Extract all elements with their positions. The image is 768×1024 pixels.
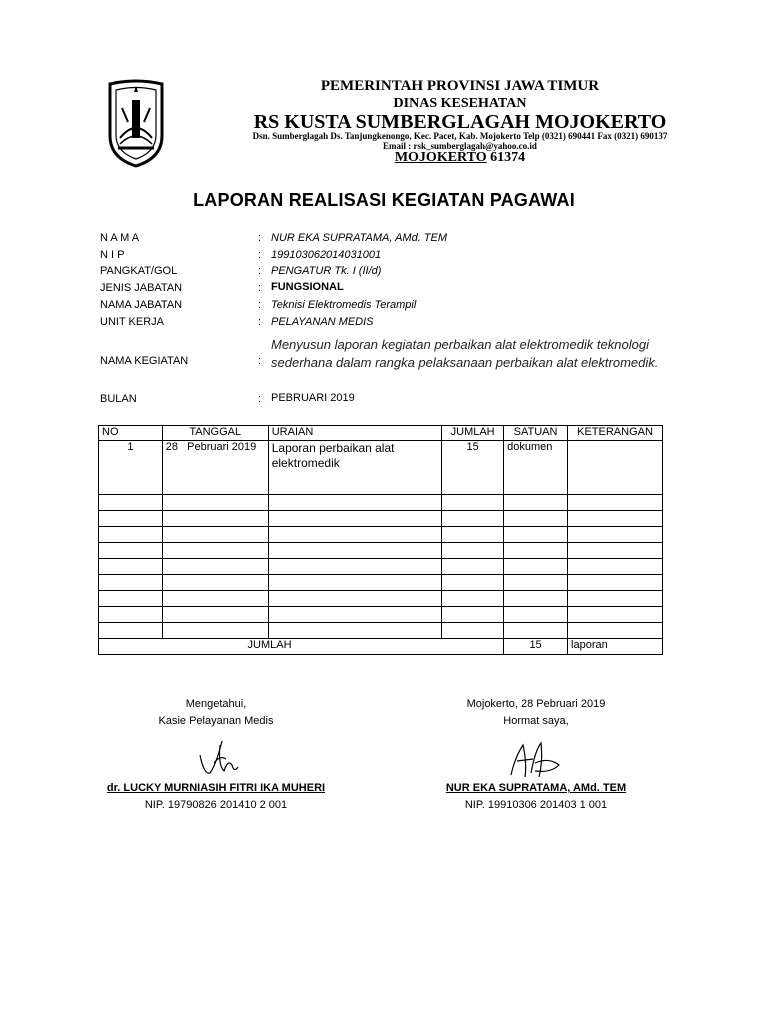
letterhead-postcode: 61374 bbox=[490, 150, 526, 165]
letterhead-address: Dsn. Sumberglagah Ds. Tanjungkenongo, Kec. Pacet, Kab. Mojokerto Telp (0321) 690441 Fax (0321) 690137 bbox=[252, 131, 668, 141]
table-row-empty bbox=[99, 607, 663, 623]
nama-jabatan-label: NAMA JABATAN bbox=[100, 299, 183, 311]
activity-table bbox=[98, 425, 663, 655]
cell-satuan: dokumen bbox=[504, 441, 568, 495]
table-row-empty bbox=[99, 623, 663, 639]
letterhead-city-name: MOJOKERTO bbox=[394, 150, 487, 165]
table-row-empty bbox=[99, 575, 663, 591]
jenis-jabatan-value: FUNGSIONAL bbox=[271, 281, 344, 293]
table-row bbox=[99, 441, 663, 495]
right-signer-nip: NIP. 19910306 201403 1 001 bbox=[464, 799, 608, 811]
nama-kegiatan-label: NAMA KEGIATAN bbox=[100, 355, 189, 367]
cell-uraian: Laporan perbaikan alat elektromedik bbox=[268, 441, 441, 495]
nama-value: NUR EKA SUPRATAMA, AMd. TEM bbox=[271, 232, 448, 244]
total-label-text: JUMLAH bbox=[247, 639, 292, 651]
table-row-empty bbox=[99, 527, 663, 543]
nama-jabatan-value: Teknisi Elektromedis Terampil bbox=[271, 299, 417, 311]
colon: : bbox=[258, 316, 262, 328]
table-row-empty bbox=[99, 559, 663, 575]
cell-keterangan bbox=[568, 441, 663, 495]
cell-tanggal: 28 Pebruari 2019 bbox=[162, 441, 268, 495]
pangkat-value: PENGATUR Tk. I (II/d) bbox=[271, 265, 382, 277]
nip-label: N I P bbox=[100, 249, 125, 261]
letterhead-email: Email : rsk_sumberglagah@yahoo.co.id bbox=[383, 141, 537, 151]
jenis-jabatan-label: JENIS JABATAN bbox=[100, 282, 183, 294]
total-satuan: laporan bbox=[568, 639, 663, 655]
letterhead-hospital-name: RS KUSTA SUMBERGLAGAH MOJOKERTO bbox=[253, 111, 667, 133]
left-sign-line1: Mengetahui, bbox=[185, 698, 247, 710]
table-header-row bbox=[99, 426, 663, 441]
header-tanggal: TANGGAL bbox=[162, 426, 268, 441]
left-signer-nip: NIP. 19790826 201410 2 001 bbox=[144, 799, 288, 811]
header-uraian: URAIAN bbox=[268, 426, 441, 441]
right-sign-line2: Hormat saya, bbox=[503, 715, 569, 727]
table-row-empty bbox=[99, 495, 663, 511]
left-sign-line2: Kasie Pelayanan Medis bbox=[158, 715, 274, 727]
colon: : bbox=[258, 282, 262, 294]
bulan-label: BULAN bbox=[100, 393, 137, 405]
colon: : bbox=[258, 299, 262, 311]
pangkat-label: PANGKAT/GOL bbox=[100, 265, 178, 277]
total-jumlah: 15 bbox=[504, 639, 568, 655]
header-jumlah: JUMLAH bbox=[442, 426, 504, 441]
table-total-row bbox=[99, 639, 663, 655]
unit-kerja-value: PELAYANAN MEDIS bbox=[271, 316, 374, 328]
right-signer-name: NUR EKA SUPRATAMA, AMd. TEM bbox=[445, 782, 627, 794]
cell-jumlah: 15 bbox=[442, 441, 504, 495]
nip-value: 199103062014031001 bbox=[271, 249, 382, 261]
table-row-empty bbox=[99, 591, 663, 607]
left-signer-name: dr. LUCKY MURNIASIH FITRI IKA MUHERI bbox=[106, 782, 326, 794]
header-satuan: SATUAN bbox=[504, 426, 568, 441]
total-label bbox=[99, 639, 504, 655]
right-signature-icon bbox=[505, 737, 565, 787]
right-sign-place-date: Mojokerto, 28 Pebruari 2019 bbox=[466, 698, 606, 710]
header-keterangan: KETERANGAN bbox=[568, 426, 663, 441]
unit-kerja-label: UNIT KERJA bbox=[100, 316, 164, 328]
colon: : bbox=[258, 249, 262, 261]
nama-label: N A M A bbox=[100, 232, 140, 244]
table-row-empty bbox=[99, 511, 663, 527]
nama-kegiatan-value: Menyusun laporan kegiatan perbaikan alat elektromedik teknologi sederhana dalam rangka pelaksanaan perbaikan alat elektromedik. bbox=[271, 337, 659, 370]
bulan-value: PEBRUARI 2019 bbox=[271, 392, 355, 404]
cell-no: 1 bbox=[99, 441, 163, 495]
colon: : bbox=[258, 265, 262, 277]
colon: : bbox=[258, 355, 262, 367]
header-no: NO bbox=[99, 426, 163, 441]
jawa-timur-emblem-icon bbox=[104, 78, 168, 168]
letterhead-government: PEMERINTAH PROVINSI JAWA TIMUR bbox=[320, 78, 600, 94]
left-signature-icon bbox=[196, 735, 246, 785]
page-title: LAPORAN REALISASI KEGIATAN PAGAWAI bbox=[193, 190, 575, 210]
letterhead-department: DINAS KESEHATAN bbox=[393, 96, 527, 111]
colon: : bbox=[258, 393, 262, 405]
table-row-empty bbox=[99, 543, 663, 559]
letterhead-city bbox=[180, 150, 740, 166]
colon: : bbox=[258, 232, 262, 244]
